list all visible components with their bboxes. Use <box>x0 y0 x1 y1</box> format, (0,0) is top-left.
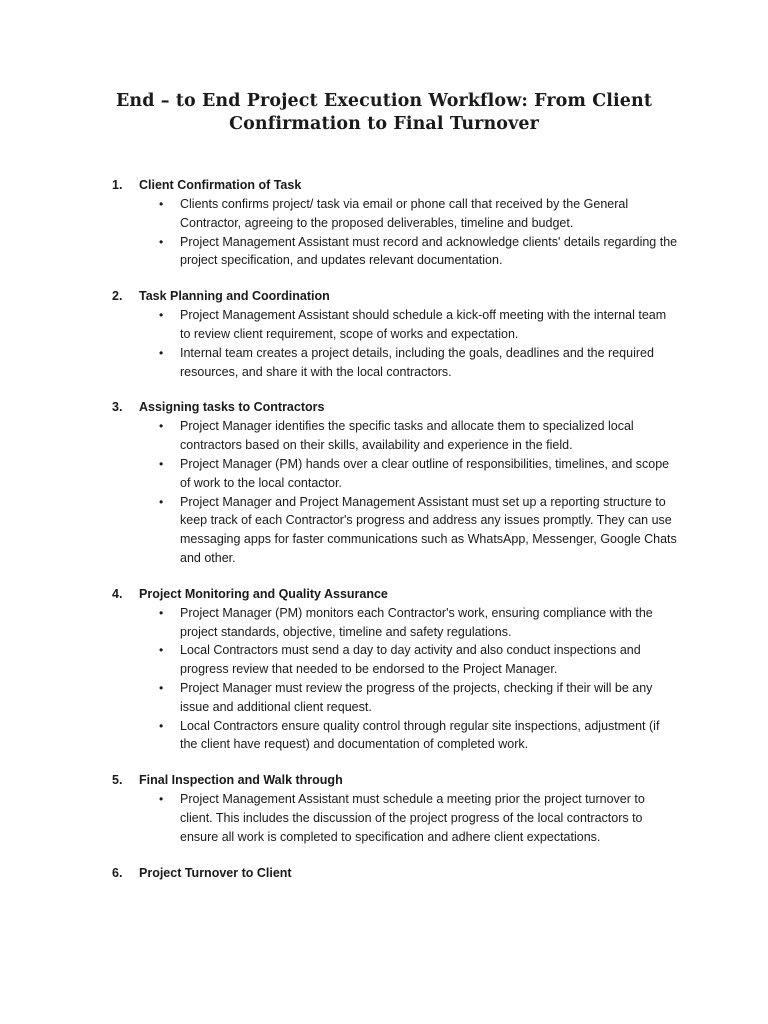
bullet-item <box>108 233 678 271</box>
section-number: 2. <box>112 289 123 304</box>
bullet-icon: • <box>159 197 164 211</box>
document-title <box>90 90 678 136</box>
section-number: 5. <box>112 773 123 788</box>
bullet-icon: • <box>159 456 164 471</box>
bullet-text: Project Manager (PM) hands over a clear outline of responsibilities, timelines, and scope of work to the local contactor. <box>180 456 670 490</box>
section-heading <box>108 398 678 417</box>
bullet-list <box>108 790 678 846</box>
bullet-item <box>108 417 678 455</box>
bullet-text: Project Manager (PM) monitors each Contractor's work, ensuring compliance with the project standards, objective, timeline and safety regulations. <box>180 605 653 639</box>
bullet-icon: • <box>159 643 164 658</box>
bullet-text: Project Management Assistant must schedule a meeting prior the project turnover to client. This includes the discussion of the project progress of the local contractors to ensure all work is completed to specification and adhere client expectations. <box>180 792 645 844</box>
section-3 <box>108 398 678 567</box>
section-heading-text: Final Inspection and Walk through <box>139 773 343 788</box>
bullet-text: Project Manager and Project Management Assistant must set up a reporting structure to keep track of each Contractor's progress and address any issues promptly. They can use messaging apps for faster communications such as WhatsApp, Messenger, Google Chats and other. <box>180 494 677 565</box>
bullet-item <box>108 679 678 717</box>
title-line-1: End – to End Project Execution Workflow: From Client <box>115 91 653 111</box>
bullet-icon: • <box>159 792 164 807</box>
section-heading <box>108 864 678 883</box>
bullet-list <box>108 195 678 270</box>
bullet-icon: • <box>159 419 164 434</box>
section-heading-text: Client Confirmation of Task <box>139 178 302 192</box>
bullet-text: Local Contractors must send a day to day activity and also conduct inspections and progress review that needed to be endorsed to the Project Manager. <box>180 643 641 677</box>
section-1 <box>108 176 678 270</box>
section-number: 1. <box>112 178 123 192</box>
bullet-item <box>108 306 678 344</box>
section-number: 3. <box>112 400 123 415</box>
bullet-item <box>108 641 678 679</box>
section-heading-text: Task Planning and Coordination <box>139 289 330 304</box>
bullet-icon: • <box>159 345 164 360</box>
bullet-icon: • <box>159 718 164 733</box>
section-6 <box>108 864 678 883</box>
section-5 <box>108 771 678 846</box>
bullet-icon: • <box>159 605 164 620</box>
bullet-text: Project Management Assistant should schedule a kick-off meeting with the internal team to review client requirement, scope of works and expectation. <box>180 308 667 341</box>
bullet-list <box>108 306 678 381</box>
bullet-text: Clients confirms project/ task via email or phone call that received by the General Contractor, agreeing to the proposed deliverables, timeline and budget. <box>180 197 629 230</box>
section-heading-text: Project Monitoring and Quality Assurance <box>139 586 388 601</box>
bullet-icon: • <box>159 680 164 695</box>
bullet-text: Local Contractors ensure quality control through regular site inspections, adjustment (if the client have request) and documentation of completed work. <box>180 718 660 752</box>
section-heading-text: Assigning tasks to Contractors <box>139 400 325 415</box>
bullet-text: Internal team creates a project details, including the goals, deadlines and the required resources, and share it with the local contractors. <box>180 345 654 379</box>
section-heading <box>108 585 678 604</box>
bullet-text: Project Management Assistant must record and acknowledge clients' details regarding the project specification, and updates relevant documentation. <box>180 234 678 268</box>
section-number: 6. <box>112 865 123 880</box>
bullet-text: Project Manager must review the progress of the projects, checking if their will be any issue and additional client request. <box>180 680 653 714</box>
bullet-list <box>108 604 678 754</box>
section-heading <box>108 176 678 195</box>
section-4 <box>108 585 678 754</box>
bullet-item <box>108 493 678 568</box>
section-2 <box>108 287 678 381</box>
bullet-item <box>108 195 678 233</box>
section-heading-text: Project Turnover to Client <box>139 865 292 880</box>
title-line-2: Confirmation to Final Turnover <box>229 114 539 134</box>
bullet-item <box>108 717 678 755</box>
section-heading <box>108 771 678 790</box>
bullet-item <box>108 344 678 382</box>
bullet-item <box>108 455 678 493</box>
bullet-text: Project Manager identifies the specific tasks and allocate them to specialized local contractors based on their skills, availability and experience in the field. <box>180 419 634 453</box>
sections-list <box>108 176 678 883</box>
section-heading <box>108 287 678 306</box>
bullet-item <box>108 604 678 642</box>
bullet-icon: • <box>159 308 164 323</box>
bullet-icon: • <box>159 494 164 509</box>
bullet-item <box>108 790 678 846</box>
section-number: 4. <box>112 586 123 601</box>
bullet-icon: • <box>159 234 164 249</box>
bullet-list <box>108 417 678 567</box>
